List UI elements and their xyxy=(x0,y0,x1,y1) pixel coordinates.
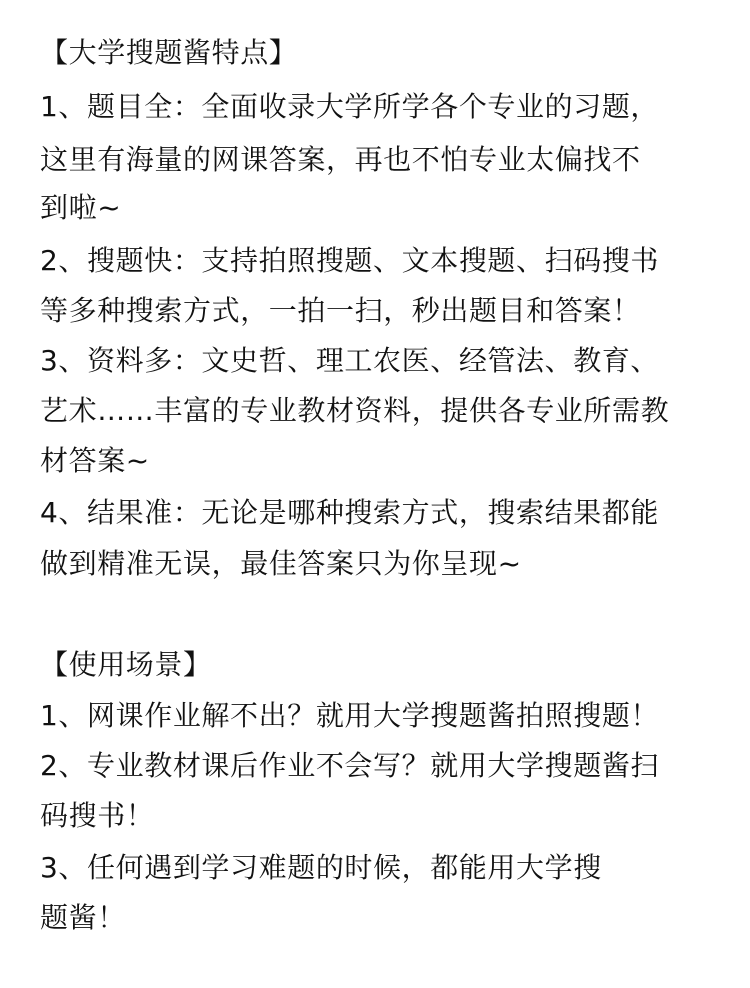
feature-line-7: 艺术……丰富的专业教材资料，提供各专业所需教 xyxy=(40,394,670,427)
feature-line-4: 2、搜题快：支持拍照搜题、文本搜题、扫码搜书 xyxy=(40,244,660,277)
feature-line-2: 这里有海量的网课答案，再也不怕专业太偏找不 xyxy=(40,143,641,176)
feature-line-5: 等多种搜索方式，一拍一扫，秒出题目和答案！ xyxy=(40,294,641,327)
feature-line-3: 到啦~ xyxy=(40,191,122,224)
feature-line-6: 3、资料多：文史哲、理工农医、经管法、教育、 xyxy=(40,344,660,377)
feature-line-8: 材答案~ xyxy=(40,444,150,477)
feature-line-9: 4、结果准：无论是哪种搜索方式，搜索结果都能 xyxy=(40,496,660,529)
scenario-line-2: 2、专业教材课后作业不会写？就用大学搜题酱扫 xyxy=(40,749,660,782)
scenario-line-1: 1、网课作业解不出？就用大学搜题酱拍照搜题！ xyxy=(40,699,660,732)
scenario-line-4: 3、任何遇到学习难题的时候，都能用大学搜 xyxy=(40,851,602,884)
feature-line-10: 做到精准无误，最佳答案只为你呈现~ xyxy=(40,547,522,580)
feature-line-1: 1、题目全：全面收录大学所学各个专业的习题， xyxy=(40,90,660,123)
features-heading: 【大学搜题酱特点】 xyxy=(40,36,298,69)
scenario-line-5: 题酱！ xyxy=(40,901,126,934)
scenarios-heading: 【使用场景】 xyxy=(40,648,212,681)
scenario-line-3: 码搜书！ xyxy=(40,799,155,832)
